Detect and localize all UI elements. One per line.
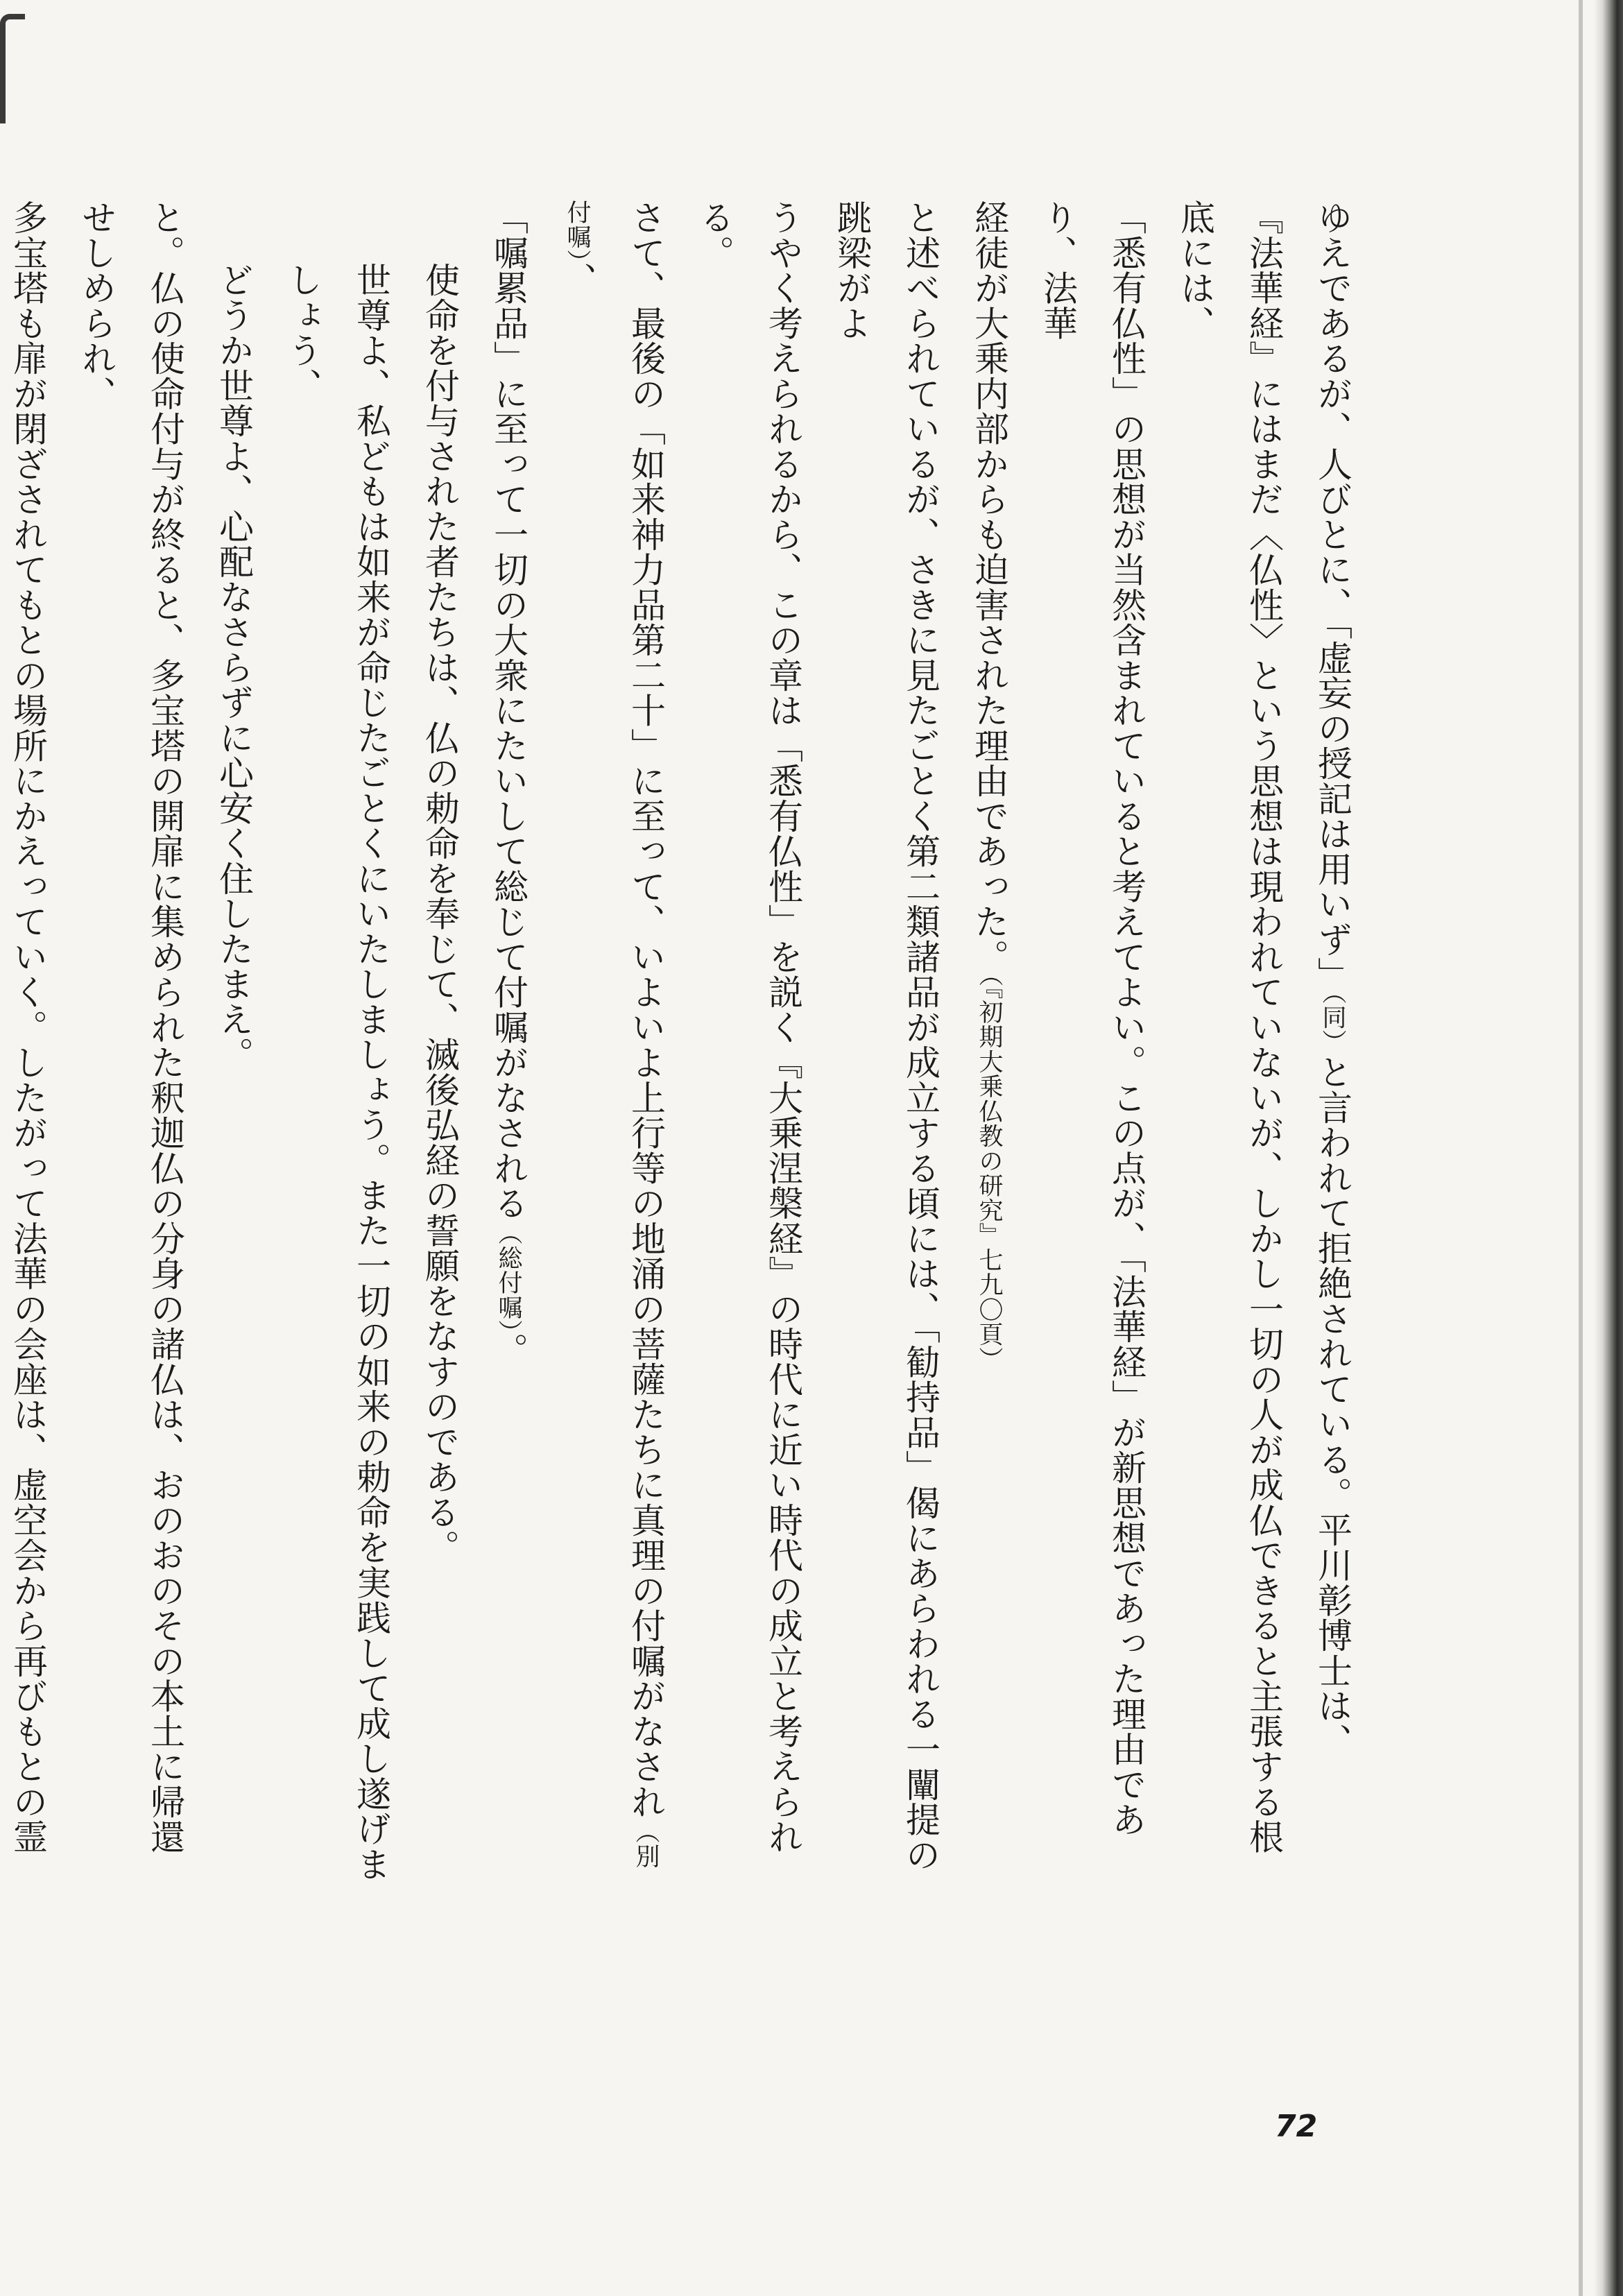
text-line: 「悉有仏性」の思想が当然含まれていると考えてよい。この点が、「法華経」が新思想であった理由であり、法華 bbox=[1038, 200, 1147, 1837]
text-line: と述べられているが、さきに見たごとく第二類諸品が成立する頃には、「勧持品」偈にあらわれる一闡提の跳梁がよ bbox=[832, 200, 941, 1872]
text-line: と。仏の使命付与が終ると、多宝塔の開扉に集められた釈迦仏の分身の諸仏は、おのおのその本土に帰還せしめられ、 bbox=[76, 200, 185, 1855]
scan-corner-mark bbox=[0, 14, 25, 123]
quote-line: 世尊よ、私どもは如来が命じたごとくにいたしましょう。また一切の如来の勅命を実践して成し遂げましょう、 bbox=[282, 262, 391, 1882]
text-line: 多宝塔も扉が閉ざされてもとの場所にかえっていく。したがって法華の会座は、虚空会から再びもとの霊 bbox=[8, 200, 48, 1855]
text-line: 『法華経』にはまだ〈仏性〉という思想は現われていないが、しかし一切の人が成仏できると主張する根底には、 bbox=[1175, 200, 1284, 1855]
quote-line: どうか世尊よ、心配なさらずに心安く住したまえ。 bbox=[214, 262, 254, 1072]
scan-binding-line bbox=[1579, 0, 1583, 2296]
quote-line: 使命を付与された者たちは、仏の勅命を奉じて、滅後弘経の誓願をなすのである。 bbox=[420, 262, 460, 1565]
page-number: 72 bbox=[1275, 2109, 1318, 2144]
text-line: うやく考えられるから、この章は「悉有仏性」を説く『大乗涅槃経』の時代に近い時代の成立と考えられる。 bbox=[694, 200, 803, 1855]
text-line: さて、最後の「如来神力品第二十」に至って、いよいよ上行等の地涌の菩薩たちに真理の付嘱がなされ（別付嘱）、 bbox=[557, 200, 666, 1869]
text-line: 経徒が大乗内部からも迫害された理由であった。（『初期大乗仏教の研究』七九〇頁） bbox=[969, 200, 1009, 1372]
text-line: ゆえであるが、人びとに、「虚妄の授記は用いず」（同）と言われて拒絶されている。平川彰博士は、 bbox=[1312, 200, 1352, 1758]
vertical-text-body bbox=[8, 200, 1366, 1885]
scan-binding-shadow bbox=[1594, 0, 1623, 2296]
text-line: 「嘱累品」に至って一切の大衆にたいして総じて付嘱がなされる（総付嘱）。 bbox=[488, 200, 529, 1368]
